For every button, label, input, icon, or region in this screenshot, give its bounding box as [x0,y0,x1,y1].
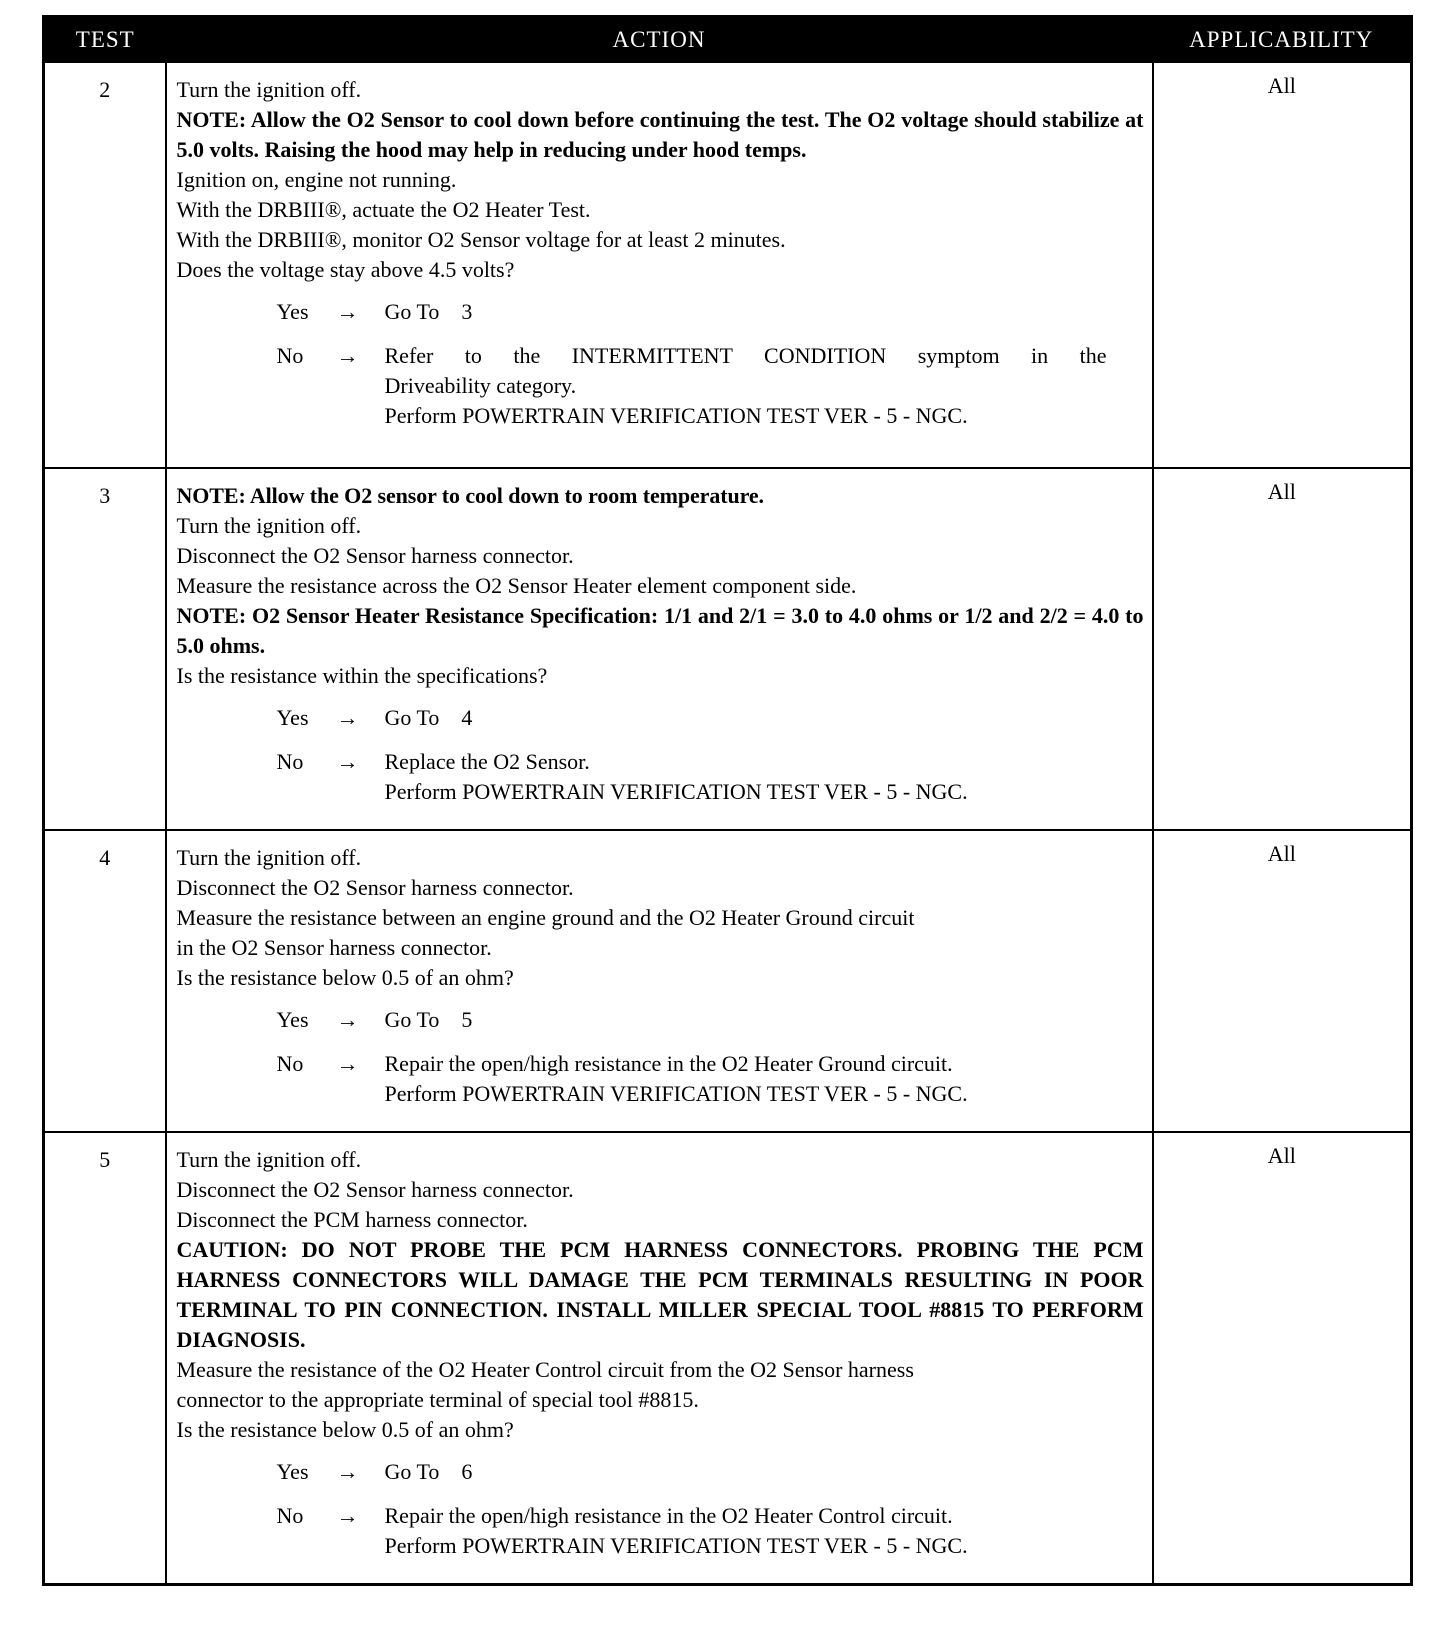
no-label: No [276,1051,304,1076]
no-result-line: Perform POWERTRAIN VERIFICATION TEST VER - 5 - NGC. [384,1081,968,1106]
yes-answer [177,297,1144,327]
action-text: With the DRBIII®, monitor O2 Sensor voltage for at least 2 minutes. [176,227,786,252]
question-text: Does the voltage stay above 4.5 volts? [176,257,515,282]
question-text: Is the resistance within the specifications? [176,663,548,688]
no-result-line: Repair the open/high resistance in the O2 Heater Ground circuit. [384,1051,953,1076]
action-text: connector to the appropriate terminal of special tool #8815. [176,1387,699,1412]
table-row [44,1132,1412,1585]
answers [177,297,1144,431]
no-answer [177,341,1144,431]
answers [177,1005,1144,1109]
yes-result: Go To 6 [384,1459,473,1484]
no-result-line: Replace the O2 Sensor. [384,749,590,774]
question-text: Is the resistance below 0.5 of an ohm? [176,1417,514,1442]
no-result [385,1501,1144,1561]
action-text: Turn the ignition off. [176,1147,362,1172]
yes-label: Yes [276,705,309,730]
note-text: NOTE: Allow the O2 sensor to cool down to room temperature. [176,483,764,508]
yes-label: Yes [276,1459,309,1484]
action-cell [166,830,1153,1132]
answers [177,1457,1144,1561]
arrow-icon: → [336,1459,359,1484]
no-result [385,747,1144,807]
caution-text: CAUTION: DO NOT PROBE THE PCM HARNESS CONNECTORS. PROBING THE PCM HARNESS CONNECTORS WILL DAMAGE THE PCM TERMINALS RESULTING IN POOR TERMINAL TO PIN CONNECTION. INSTALL MILLER SPECIAL TOOL #8815 TO PERFORM DIAGNOSIS. [176,1237,1144,1352]
test-number: 2 [44,62,166,468]
action-text: Measure the resistance across the O2 Sensor Heater element component side. [176,573,857,598]
action-text: Ignition on, engine not running. [176,167,457,192]
action-text: Turn the ignition off. [176,513,362,538]
action-text: Turn the ignition off. [176,77,362,102]
table-row [44,468,1412,830]
action-text: With the DRBIII®, actuate the O2 Heater Test. [176,197,591,222]
no-answer [177,747,1144,807]
applicability-cell: All [1153,468,1412,830]
yes-answer [177,703,1144,733]
applicability-cell: All [1153,62,1412,468]
no-label: No [276,1503,304,1528]
header-action: ACTION [166,17,1153,63]
applicability-cell: All [1153,830,1412,1132]
applicability-cell: All [1153,1132,1412,1585]
action-text: Disconnect the O2 Sensor harness connector. [176,1177,574,1202]
no-result-line: Refer to the INTERMITTENT CONDITION symptom in the [384,343,1107,368]
arrow-icon: → [336,1051,359,1076]
action-text: Disconnect the O2 Sensor harness connector. [176,543,574,568]
question-text: Is the resistance below 0.5 of an ohm? [176,965,514,990]
arrow-icon: → [336,1007,359,1032]
yes-label: Yes [276,299,309,324]
action-text: Measure the resistance between an engine ground and the O2 Heater Ground circuit [176,905,915,930]
action-cell [166,62,1153,468]
answers [177,703,1144,807]
no-result-line: Repair the open/high resistance in the O2 Heater Control circuit. [384,1503,953,1528]
test-number: 5 [44,1132,166,1585]
test-number: 4 [44,830,166,1132]
action-text: Disconnect the O2 Sensor harness connector. [176,875,574,900]
arrow-icon: → [336,299,359,324]
yes-result: Go To 3 [384,299,473,324]
yes-answer [177,1457,1144,1487]
yes-result: Go To 4 [384,705,473,730]
no-result-line: Driveability category. [384,373,577,398]
no-answer [177,1501,1144,1561]
table-row [44,830,1412,1132]
arrow-icon: → [336,749,359,774]
action-text: Measure the resistance of the O2 Heater Control circuit from the O2 Sensor harness [176,1357,914,1382]
no-result-line: Perform POWERTRAIN VERIFICATION TEST VER - 5 - NGC. [384,403,968,428]
no-result-line: Perform POWERTRAIN VERIFICATION TEST VER - 5 - NGC. [384,779,968,804]
action-text: Disconnect the PCM harness connector. [176,1207,528,1232]
action-cell [166,1132,1153,1585]
table-header-row [44,17,1412,63]
arrow-icon: → [336,343,359,368]
no-label: No [276,749,304,774]
diagnostic-test-table [42,15,1413,1586]
table-row [44,62,1412,468]
yes-result: Go To 5 [384,1007,473,1032]
no-result-line: Perform POWERTRAIN VERIFICATION TEST VER - 5 - NGC. [384,1533,968,1558]
note-text: NOTE: O2 Sensor Heater Resistance Specification: 1/1 and 2/1 = 3.0 to 4.0 ohms or 1/2 and 2/2 = 4.0 to 5.0 ohms. [176,603,1144,658]
note-text: NOTE: Allow the O2 Sensor to cool down before continuing the test. The O2 voltage should stabilize at 5.0 volts. Raising the hood may help in reducing under hood temps. [176,107,1144,162]
no-result [385,341,1144,431]
yes-label: Yes [276,1007,309,1032]
test-number: 3 [44,468,166,830]
arrow-icon: → [336,705,359,730]
action-text: in the O2 Sensor harness connector. [176,935,492,960]
header-applicability: APPLICABILITY [1153,17,1412,63]
no-label: No [276,343,304,368]
no-result [385,1049,1144,1109]
action-cell [166,468,1153,830]
header-test: TEST [44,17,166,63]
action-text: Turn the ignition off. [176,845,362,870]
yes-answer [177,1005,1144,1035]
no-answer [177,1049,1144,1109]
arrow-icon: → [336,1503,359,1528]
